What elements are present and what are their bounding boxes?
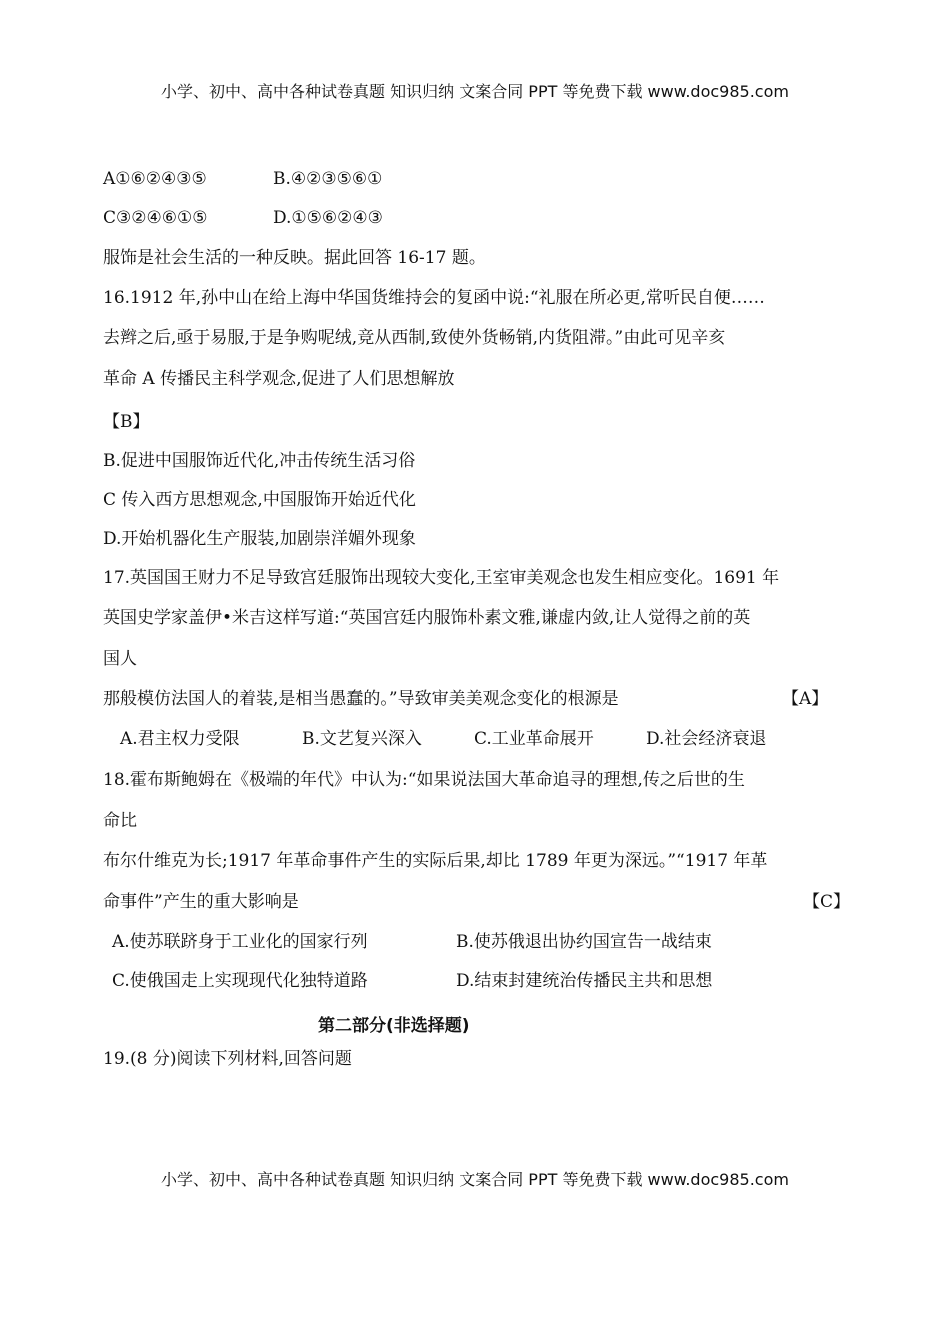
q19-line-1: 19.(8 分)阅读下列材料,回答问题 <box>103 1049 352 1069</box>
q18-option-c: C.使俄国走上实现现代化独特道路 <box>112 971 368 991</box>
q16-answer: 【B】 <box>103 412 150 432</box>
q15-option-a: A①⑥②④③⑤ <box>103 169 207 189</box>
q16-line-2: 去辫之后,亟于易服,于是争购呢绒,竞从西制,致使外货畅销,内货阻滞。”由此可见辛亥 <box>103 328 726 348</box>
q17-line-4: 那般模仿法国人的着装,是相当愚蠢的。”导致审美美观念变化的根源是 <box>103 689 619 709</box>
q16-line-3: 革命 A 传播民主科学观念,促进了人们思想解放 <box>103 369 455 389</box>
q17-answer: 【A】 <box>782 689 829 709</box>
part-two-title: 第二部分(非选择题) <box>318 1016 470 1036</box>
q17-line-1: 17.英国国王财力不足导致宫廷服饰出现较大变化,王室审美观念也发生相应变化。1691 年 <box>103 568 780 588</box>
q17-option-c: C.工业革命展开 <box>474 729 594 749</box>
q17-option-d: D.社会经济衰退 <box>646 729 767 749</box>
q16-line-1: 16.1912 年,孙中山在给上海中华国货维持会的复函中说:“礼服在所必更,常听民自便…… <box>103 288 765 308</box>
q17-line-2: 英国史学家盖伊•米吉这样写道:“英国宫廷内服饰朴素文雅,谦虚内敛,让人觉得之前的英 <box>103 608 751 628</box>
q15-option-d: D.①⑤⑥②④③ <box>273 208 383 228</box>
q15-option-c: C③②④⑥①⑤ <box>103 208 208 228</box>
section-intro: 服饰是社会生活的一种反映。据此回答 16-17 题。 <box>103 248 486 268</box>
page-footer: 小学、初中、高中各种试卷真题 知识归纳 文案合同 PPT 等免费下载 www.doc985.com <box>161 1170 789 1189</box>
q17-option-b: B.文艺复兴深入 <box>302 729 422 749</box>
q18-line-2: 命比 <box>103 811 137 831</box>
q16-option-d: D.开始机器化生产服装,加剧崇洋媚外现象 <box>103 529 416 549</box>
q18-line-4: 命事件”产生的重大影响是 <box>103 892 299 912</box>
q18-answer: 【C】 <box>803 892 851 912</box>
q18-line-3: 布尔什维克为长;1917 年革命事件产生的实际后果,却比 1789 年更为深远。”“1917 年革 <box>103 851 768 871</box>
q16-option-b: B.促进中国服饰近代化,冲击传统生活习俗 <box>103 451 416 471</box>
page-header: 小学、初中、高中各种试卷真题 知识归纳 文案合同 PPT 等免费下载 www.doc985.com <box>161 82 789 101</box>
q17-option-a: A.君主权力受限 <box>120 729 240 749</box>
q17-line-3: 国人 <box>103 649 137 669</box>
q18-option-b: B.使苏俄退出协约国宣告一战结束 <box>456 932 712 952</box>
q18-option-a: A.使苏联跻身于工业化的国家行列 <box>112 932 368 952</box>
q18-option-d: D.结束封建统治传播民主共和思想 <box>456 971 713 991</box>
q15-option-b: B.④②③⑤⑥① <box>273 169 383 189</box>
q18-line-1: 18.霍布斯鲍姆在《极端的年代》中认为:“如果说法国大革命追寻的理想,传之后世的生 <box>103 770 745 790</box>
q16-option-c: C 传入西方思想观念,中国服饰开始近代化 <box>103 490 416 510</box>
